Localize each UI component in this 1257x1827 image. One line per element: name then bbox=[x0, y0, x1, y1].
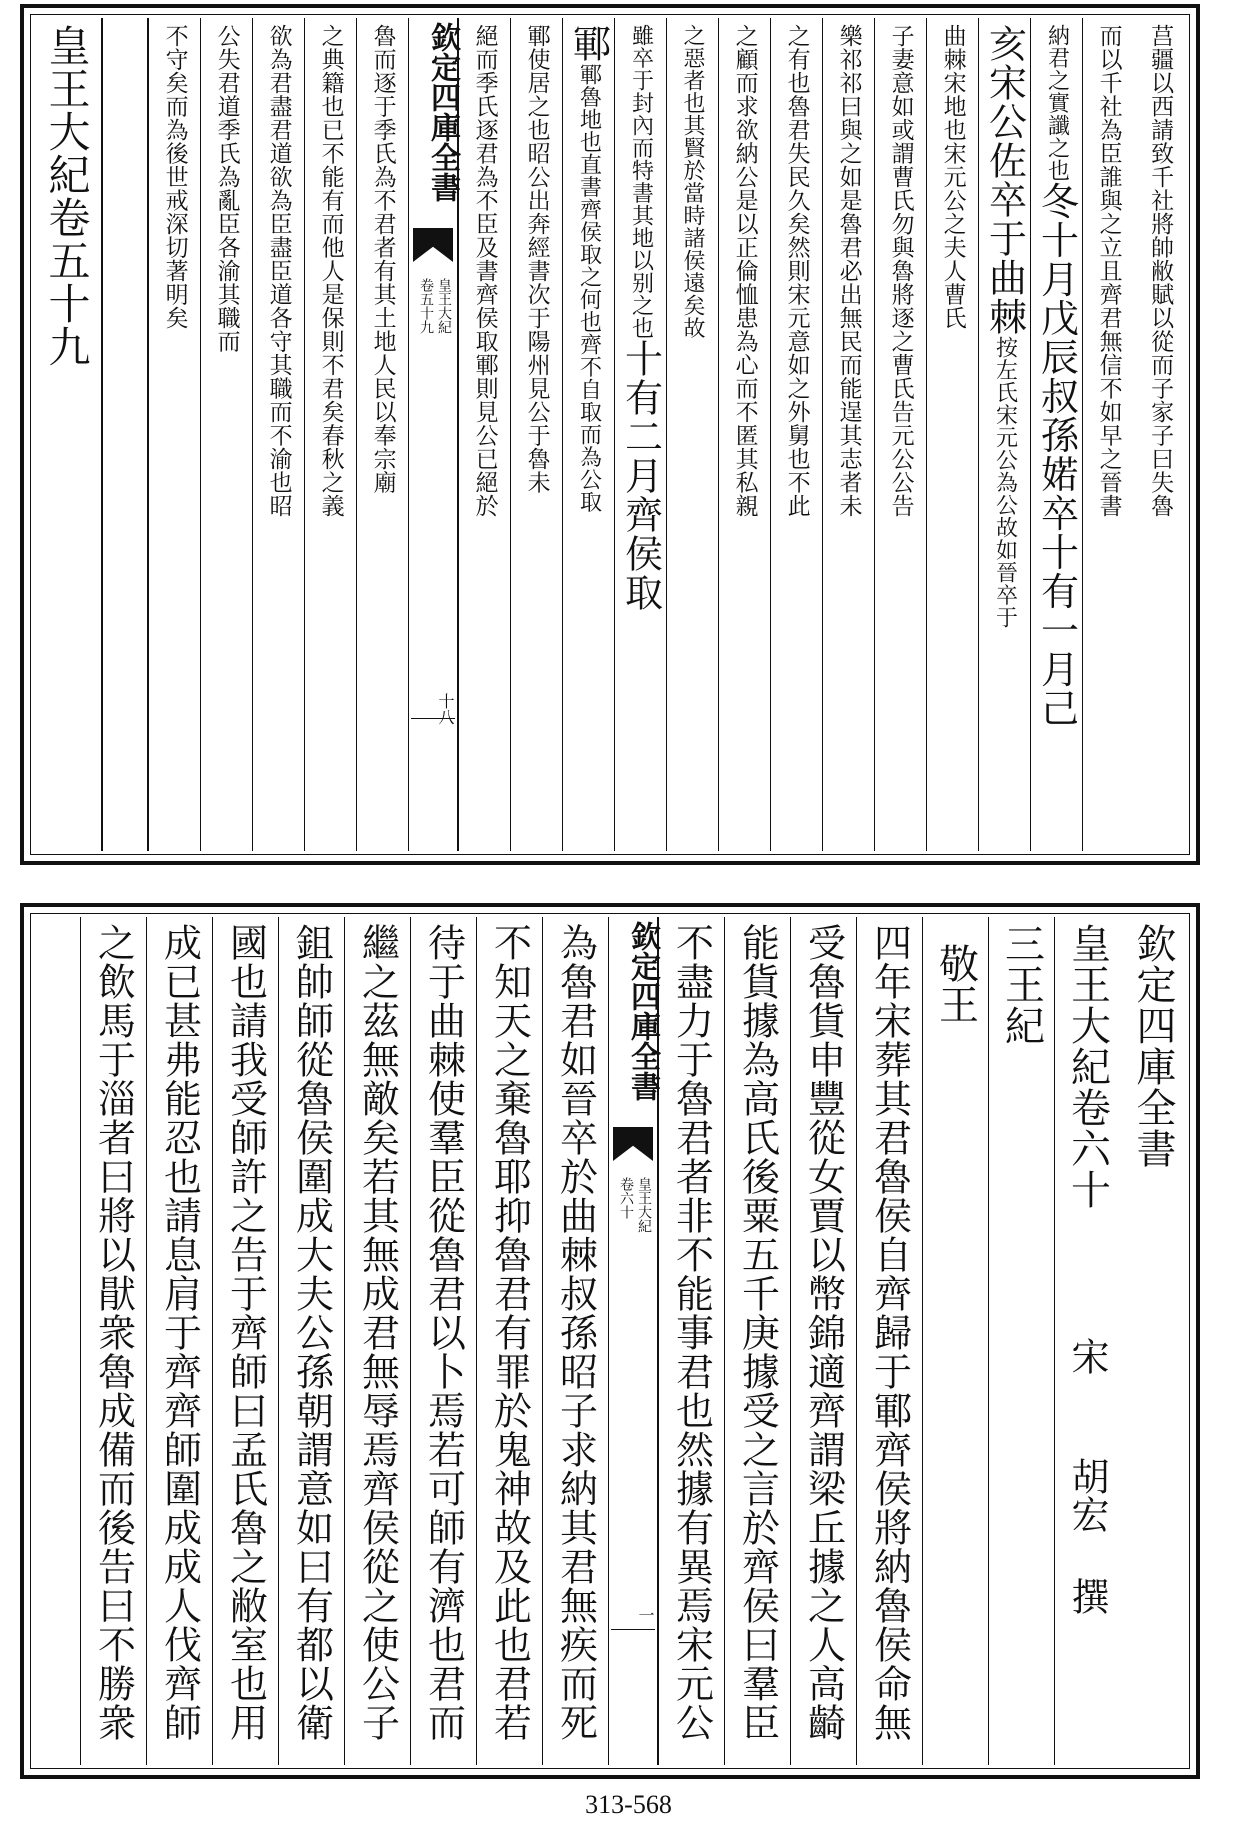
text-column bbox=[1134, 18, 1186, 851]
text-column bbox=[344, 917, 410, 1765]
column-text: 之典籍也已不能有而他人是保則不君矣春秋之義 bbox=[317, 24, 344, 518]
annotation-text: 之惡者也其賢於當時諸侯遠矣故 bbox=[680, 24, 706, 339]
text-column bbox=[658, 917, 724, 1765]
text-column bbox=[926, 18, 978, 851]
column-text: 繼之茲無敵矣若其無成君無辱焉齊侯從之使公子 bbox=[355, 923, 400, 1742]
fish-tail-mark bbox=[413, 228, 453, 262]
bottom-page bbox=[20, 903, 1200, 1779]
top-page bbox=[20, 4, 1200, 865]
gutter-book-title: 皇王大紀 bbox=[436, 278, 452, 334]
scroll-title-column bbox=[30, 18, 102, 851]
annotation-text: 雖卒于封內而特書其地以别之也 bbox=[628, 24, 654, 339]
column-text: 魯而逐于季氏為不君者有其土地人民以奉宗廟 bbox=[369, 24, 396, 494]
gutter-divider bbox=[611, 1629, 655, 1630]
column-text: 國也請我受師許之告于齊師曰孟氏魯之敝室也用 bbox=[223, 923, 268, 1742]
text-column bbox=[458, 18, 510, 851]
column-text: 之飲馬于淄者曰將以猒衆魯成備而後告曰不勝衆 bbox=[91, 923, 136, 1742]
column-text: 為魯君如晉卒於曲棘叔孫昭子求納其君無疾而死 bbox=[553, 923, 598, 1742]
annotation-text: 鄆魯地也直書齊侯取之何也齊不自取而為公取 bbox=[576, 63, 602, 513]
text-column bbox=[718, 18, 770, 851]
author-dynasty: 宋 bbox=[1065, 1337, 1109, 1375]
text-column bbox=[410, 917, 476, 1765]
gutter-leaf-number: 十八 bbox=[436, 693, 455, 725]
volume-title: 皇王大紀卷六十 bbox=[1064, 923, 1111, 1210]
header-column bbox=[988, 917, 1054, 1765]
gutter-title: 欽定四庫全書 bbox=[425, 22, 460, 202]
text-column bbox=[356, 18, 408, 851]
page-gutter bbox=[608, 917, 658, 1765]
column-text: 不盡力于魯君者非不能事君也然據有異焉宋元公 bbox=[669, 923, 714, 1742]
annotation-text: 納君之實讖之也 bbox=[1044, 24, 1070, 182]
text-column bbox=[278, 917, 344, 1765]
column-text: 樂祁祁曰與之如是魯君必出無民而能逞其志者未 bbox=[835, 24, 862, 518]
column-text: 子妻意如或謂曹氏勿與魯將逐之曹氏告元公公告 bbox=[887, 24, 914, 518]
annotation-text: 按左氏宋元公為公故如晉卒于 bbox=[992, 336, 1018, 629]
author-name: 胡宏 bbox=[1065, 1457, 1109, 1533]
column-text: 能貨據為高氏後粟五千庚據受之言於齊侯曰羣臣 bbox=[735, 923, 780, 1742]
column-text: 成已甚弗能忍也請息肩于齊齊師圍成成人伐齊師 bbox=[157, 923, 202, 1742]
main-text: 亥宋公佐卒于曲棘 bbox=[982, 24, 1027, 336]
header-column bbox=[922, 917, 988, 1765]
fish-tail-mark bbox=[613, 1127, 653, 1161]
text-column bbox=[724, 917, 790, 1765]
column-text: 之顧而求欲納公是以正倫恤患為心而不匿其私親 bbox=[731, 24, 758, 518]
column-text: 待于曲棘使羣臣從魯君以卜焉若可師有濟也君而 bbox=[421, 923, 466, 1742]
author-role: 撰 bbox=[1065, 1577, 1109, 1615]
column-text: 鄆使居之也昭公出奔經書次于陽州見公于魯未 bbox=[523, 24, 550, 494]
column-text: 絕而季氏逐君為不臣及書齊侯取鄆則見公已絕於 bbox=[471, 24, 498, 518]
column-text: 四年宋葬其君魯侯自齊歸于鄆齊侯將納魯侯命無 bbox=[867, 923, 912, 1742]
text-column bbox=[978, 18, 1030, 851]
column-text: 之有也魯君失民久矣然則宋元意如之外舅也不此 bbox=[783, 24, 810, 518]
text-column bbox=[200, 18, 252, 851]
column-text: 莒疆以西請致千社將帥敝賦以從而子家子曰失魯 bbox=[1147, 24, 1174, 518]
text-column bbox=[146, 917, 212, 1765]
text-column bbox=[1082, 18, 1134, 851]
gutter-volume: 卷六十 bbox=[618, 1177, 634, 1219]
page-gutter bbox=[408, 18, 458, 851]
text-column bbox=[148, 18, 200, 851]
text-column bbox=[476, 917, 542, 1765]
text-column bbox=[770, 18, 822, 851]
header-column bbox=[1054, 917, 1120, 1765]
page-number: 313-568 bbox=[585, 1790, 672, 1819]
main-text: 鄆 bbox=[566, 24, 611, 63]
top-columns bbox=[34, 18, 1186, 851]
column-text: 曲棘宋地也宋元公之夫人曹氏 bbox=[939, 24, 966, 330]
text-column bbox=[304, 18, 356, 851]
text-column bbox=[874, 18, 926, 851]
text-column bbox=[822, 18, 874, 851]
gutter-title: 欽定四庫全書 bbox=[625, 921, 660, 1101]
text-column bbox=[790, 917, 856, 1765]
text-column bbox=[542, 917, 608, 1765]
column-text: 鉏帥師從魯侯圍成大夫公孫朝謂意如曰有都以衛 bbox=[289, 923, 334, 1742]
text-column bbox=[614, 18, 666, 851]
column-text: 不守矣而為後世戒深切著明矣 bbox=[161, 24, 188, 330]
volume-end-title: 皇王大紀卷五十九 bbox=[42, 24, 92, 368]
reign-title: 敬王 bbox=[932, 943, 979, 1025]
gutter-divider bbox=[411, 718, 455, 719]
text-column bbox=[80, 917, 146, 1765]
main-text: 冬十月戊辰叔孫婼卒十有一月己 bbox=[1034, 181, 1079, 728]
text-column bbox=[252, 18, 304, 851]
column-text: 而以千社為臣誰與之立且齊君無信不如早之晉書 bbox=[1095, 24, 1122, 518]
bottom-columns bbox=[34, 917, 1186, 1765]
text-column bbox=[510, 18, 562, 851]
text-column bbox=[1030, 18, 1082, 851]
text-column bbox=[666, 18, 718, 851]
empty-column bbox=[102, 18, 148, 851]
column-text: 不知天之棄魯耶抑魯君有罪於鬼神故及此也君若 bbox=[487, 923, 532, 1742]
chapter-title: 三王紀 bbox=[998, 923, 1045, 1046]
column-text: 公失君道季氏為亂臣各渝其職而 bbox=[213, 24, 240, 353]
gutter-book-title: 皇王大紀 bbox=[636, 1177, 652, 1233]
column-text: 受魯貨申豐從女賈以幣錦適齊謂梁丘據之人高齮 bbox=[801, 923, 846, 1742]
gutter-volume: 卷五十九 bbox=[418, 278, 434, 334]
header-column bbox=[1120, 917, 1186, 1765]
text-column bbox=[856, 917, 922, 1765]
collection-title: 欽定四庫全書 bbox=[1130, 923, 1176, 1169]
text-column bbox=[212, 917, 278, 1765]
main-text: 十有二月齊侯取 bbox=[618, 339, 663, 612]
gutter-leaf-number: 一 bbox=[636, 1607, 655, 1623]
column-text: 欲為君盡君道欲為臣盡臣道各守其職而不渝也昭 bbox=[265, 24, 292, 518]
text-column bbox=[562, 18, 614, 851]
